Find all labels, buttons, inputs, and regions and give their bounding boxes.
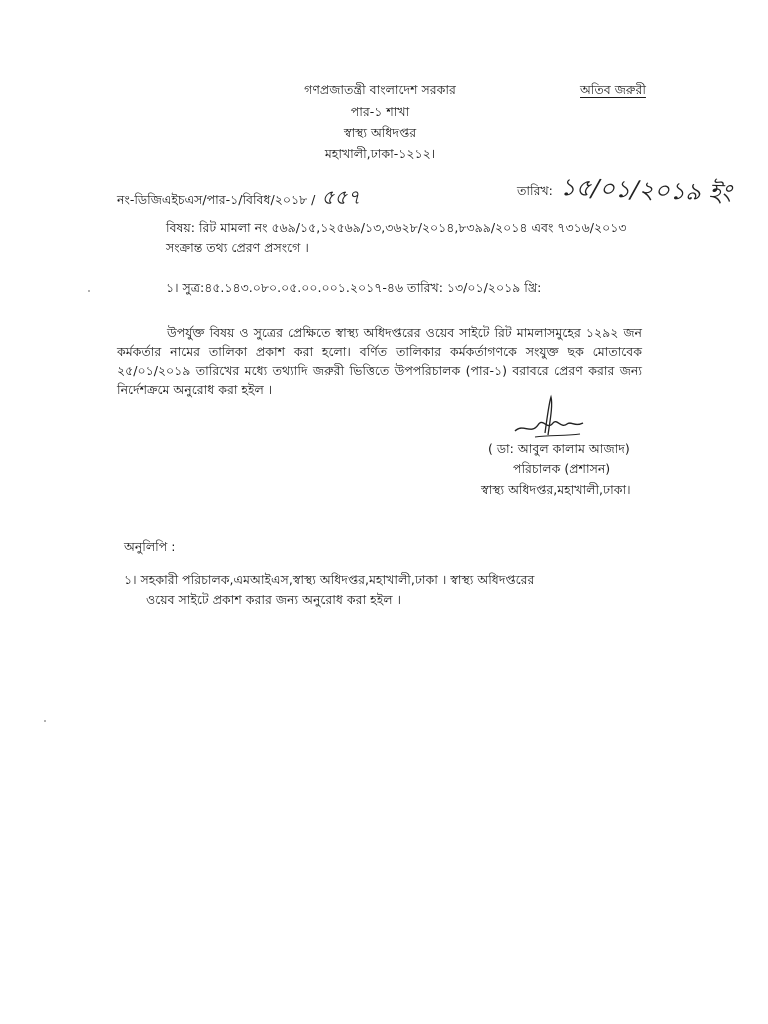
reference-line: ১। সুত্র:৪৫.১৪৩.০৮০.০৫.০০.০০১.২০১৭-৪৬ তারিখ: ১৩/০১/২০১৯ খ্রি: — [166, 280, 542, 295]
header-address: মহাখালী,ঢাকা-১২১২। — [324, 146, 436, 161]
memo-number-handwritten: ৫৫৭ — [321, 185, 361, 209]
header-branch: পার-১ শাখা — [350, 104, 410, 119]
urgent-label: অতিব জরুরী — [580, 82, 646, 97]
signatory-name: ( ডা: আবুল কালাম আজাদ) — [488, 441, 630, 456]
memo-number-printed: নং-ডিজিএইচএস/পার-১/বিবিধ/২০১৮ / — [117, 192, 316, 207]
subject-line-1: বিষয়: রিট মামলা নং ৫৬৯/১৫,১২৫৬৯/১৩,৩৬২৮/২০১৪,৮৩৯৯/২০১৪ এবং ৭৩১৬/২০১৩ — [166, 220, 627, 235]
header-department: স্বাস্থ্য অধিদপ্তর — [343, 125, 417, 140]
scan-speck — [44, 720, 46, 722]
memo-number — [117, 183, 360, 216]
signatory-office: স্বাস্থ্য অধিদপ্তর,মহাখালী,ঢাকা। — [481, 482, 631, 497]
copy-item-1-line-2: ওয়েব সাইটে প্রকাশ করার জন্য অনুরোধ করা হইল । — [146, 592, 401, 607]
copy-label: অনুলিপি : — [124, 539, 176, 554]
copy-item-1-line-1: ১। সহকারী পরিচালক,এমআইএস,স্বাস্থ্য অধিদপ্তর,মহাখালী,ঢাকা । স্বাস্থ্য অধিদপ্তরের — [124, 572, 535, 587]
date-label: তারিখ: — [517, 183, 553, 198]
date-handwritten: ১৫/০১/২০১৯ ইং — [559, 173, 732, 207]
signatory-designation: পরিচালক (প্রশাসন) — [513, 461, 611, 476]
scan-speck — [88, 290, 90, 292]
subject-line-2: সংক্রান্ত তথ্য প্রেরণ প্রসংগে । — [166, 240, 309, 255]
signature-image — [505, 393, 595, 443]
header-government: গণপ্রজাতন্ত্রী বাংলাদেশ সরকার — [304, 82, 456, 97]
body-paragraph: উপর্যুক্ত বিষয় ও সুত্রের প্রেক্ষিতে স্বাস্থ্য অধিদপ্তরের ওয়েব সাইটে রিট মামলাসমুহের ১২৯২ জন কর্মকর্তার নামের তালিকা প্রকাশ করা হলো। বর্ণিত তালিকার কর্মকর্তাগণকে সংযুক্ত ছক মোতাবেক ২৫/০১/২০১৯ তারিখের মধ্যে তথ্যাদি জরুরী ভিত্তিতে উপপরিচালক (পার-১) বরাবরে প্রেরণ করার জন্য নির্দেশক্রমে অনুরোধ করা হইল । — [117, 325, 642, 397]
